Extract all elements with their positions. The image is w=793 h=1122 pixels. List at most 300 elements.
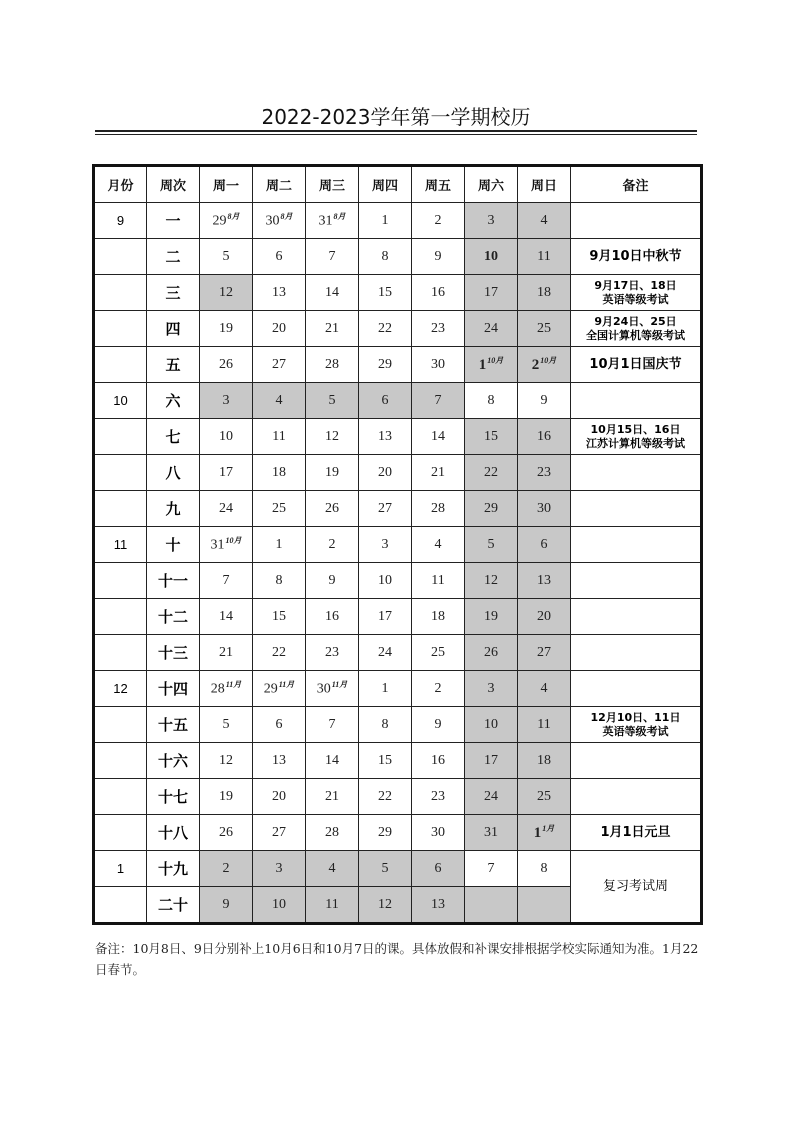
day-cell <box>253 275 306 311</box>
day-number: 25 <box>537 320 551 336</box>
day-number: 31 <box>318 213 333 229</box>
month-cell: 1 <box>94 851 147 887</box>
day-number: 5 <box>222 248 230 264</box>
day-number: 6 <box>275 716 283 732</box>
day-cell <box>200 815 253 851</box>
day-cell <box>359 815 412 851</box>
day-cell <box>306 563 359 599</box>
day-cell <box>412 815 465 851</box>
day-number: 17 <box>378 608 392 624</box>
day-cell <box>306 779 359 815</box>
day-number: 1 <box>478 357 487 373</box>
school-calendar-table <box>92 164 703 925</box>
day-number: 27 <box>272 356 286 372</box>
day-number: 20 <box>272 788 286 804</box>
day-number: 30 <box>431 824 445 840</box>
week-number-cell: 十四 <box>147 671 200 707</box>
note-cell: 9月24日、25日 全国计算机等级考试 <box>571 311 702 347</box>
day-cell <box>200 563 253 599</box>
day-number: 19 <box>219 788 233 804</box>
day-number: 29 <box>212 213 227 229</box>
day-cell <box>518 455 571 491</box>
day-number: 28 <box>210 681 225 697</box>
note-cell <box>571 599 702 635</box>
day-number: 24 <box>219 500 233 516</box>
day-number: 26 <box>219 356 233 372</box>
day-cell <box>253 347 306 383</box>
day-number: 20 <box>537 608 551 624</box>
day-number: 10 <box>272 896 286 912</box>
day-cell <box>465 599 518 635</box>
day-cell <box>518 887 571 924</box>
note-cell: 复习考试周 <box>571 851 702 924</box>
day-cell <box>200 851 253 887</box>
week-number-cell: 三 <box>147 275 200 311</box>
day-number: 5 <box>222 716 230 732</box>
day-cell <box>412 311 465 347</box>
day-number: 12 <box>378 896 392 912</box>
day-number: 1 <box>381 680 389 696</box>
day-number: 30 <box>265 213 280 229</box>
day-number: 22 <box>378 320 392 336</box>
day-number: 30 <box>431 356 445 372</box>
note-cell <box>571 671 702 707</box>
calendar-week-row <box>94 491 702 527</box>
day-number: 23 <box>431 788 445 804</box>
day-number: 16 <box>431 752 445 768</box>
month-cell <box>94 347 147 383</box>
day-cell <box>412 635 465 671</box>
header-wed: 周三 <box>306 166 359 203</box>
day-cell <box>518 671 571 707</box>
month-cell <box>94 419 147 455</box>
day-number: 25 <box>272 500 286 516</box>
header-mon: 周一 <box>200 166 253 203</box>
week-number-cell: 六 <box>147 383 200 419</box>
day-cell <box>412 527 465 563</box>
day-number: 23 <box>325 644 339 660</box>
day-cell <box>359 563 412 599</box>
day-number: 9 <box>222 896 230 912</box>
day-number: 12 <box>325 428 339 444</box>
calendar-week-row <box>94 275 702 311</box>
day-cell <box>412 851 465 887</box>
day-cell <box>412 743 465 779</box>
day-cell <box>306 887 359 924</box>
title-underline-thick <box>95 130 697 132</box>
day-number: 22 <box>378 788 392 804</box>
note-cell <box>571 779 702 815</box>
day-cell <box>253 815 306 851</box>
day-cell <box>200 347 253 383</box>
day-number: 2 <box>222 860 230 876</box>
day-number: 27 <box>378 500 392 516</box>
day-cell <box>465 779 518 815</box>
note-cell <box>571 743 702 779</box>
day-cell <box>359 743 412 779</box>
week-number-cell: 十七 <box>147 779 200 815</box>
day-number: 7 <box>434 392 442 408</box>
day-number: 10 <box>378 572 392 588</box>
week-number-cell: 九 <box>147 491 200 527</box>
week-number-cell: 一 <box>147 203 200 239</box>
header-tue: 周二 <box>253 166 306 203</box>
day-cell <box>518 851 571 887</box>
day-cell <box>412 347 465 383</box>
day-number: 17 <box>484 284 498 300</box>
day-number: 13 <box>537 572 551 588</box>
calendar-week-row <box>94 419 702 455</box>
day-cell <box>253 455 306 491</box>
day-number: 13 <box>272 752 286 768</box>
day-number: 5 <box>328 392 336 408</box>
month-cell: 9 <box>94 203 147 239</box>
calendar-week-row <box>94 347 702 383</box>
day-number: 11 <box>537 248 551 264</box>
day-number: 13 <box>272 284 286 300</box>
note-cell: 1月1日元旦 <box>571 815 702 851</box>
page-title: 2022-2023学年第一学期校历 <box>261 105 531 129</box>
calendar-week-row <box>94 383 702 419</box>
week-number-cell: 十一 <box>147 563 200 599</box>
week-number-cell: 十八 <box>147 815 200 851</box>
month-marker: 11月 <box>331 680 348 690</box>
day-number: 22 <box>484 464 498 480</box>
day-number: 19 <box>484 608 498 624</box>
day-number: 4 <box>540 680 548 696</box>
day-cell <box>412 455 465 491</box>
day-cell <box>359 383 412 419</box>
day-cell <box>200 527 253 563</box>
day-number: 10 <box>219 428 233 444</box>
day-number: 3 <box>487 212 495 228</box>
day-cell <box>200 275 253 311</box>
month-marker: 10月 <box>540 356 557 365</box>
day-cell <box>518 347 571 383</box>
month-cell <box>94 887 147 924</box>
day-number: 2 <box>328 536 336 552</box>
day-number: 27 <box>272 824 286 840</box>
day-cell <box>465 203 518 239</box>
day-number: 7 <box>222 572 230 588</box>
day-number: 29 <box>484 500 498 516</box>
day-number: 28 <box>431 500 445 516</box>
day-number: 16 <box>537 428 551 444</box>
day-cell <box>518 383 571 419</box>
day-number: 9 <box>434 716 442 732</box>
day-cell <box>253 491 306 527</box>
day-cell <box>253 527 306 563</box>
month-cell <box>94 707 147 743</box>
day-cell <box>306 419 359 455</box>
calendar-body <box>94 203 702 924</box>
day-cell <box>200 311 253 347</box>
day-number: 18 <box>537 284 551 300</box>
day-cell <box>306 203 359 239</box>
day-cell <box>359 635 412 671</box>
day-number: 17 <box>484 752 498 768</box>
month-cell <box>94 311 147 347</box>
day-number: 5 <box>487 536 495 552</box>
day-cell <box>359 311 412 347</box>
day-number: 1 <box>533 825 542 841</box>
day-number: 2 <box>531 357 540 373</box>
month-cell <box>94 563 147 599</box>
day-number: 14 <box>325 752 339 768</box>
day-cell <box>359 419 412 455</box>
week-number-cell: 二 <box>147 239 200 275</box>
calendar-week-row <box>94 743 702 779</box>
month-marker: 8月 <box>227 212 240 222</box>
day-number: 6 <box>434 860 442 876</box>
day-cell <box>253 239 306 275</box>
day-cell <box>200 887 253 924</box>
day-cell <box>200 455 253 491</box>
day-number: 14 <box>219 608 233 624</box>
day-number: 4 <box>434 536 442 552</box>
note-cell <box>571 455 702 491</box>
note-cell <box>571 383 702 419</box>
day-cell <box>518 599 571 635</box>
day-number: 15 <box>378 752 392 768</box>
day-number: 21 <box>325 788 339 804</box>
month-marker: 11月 <box>225 680 242 690</box>
day-cell <box>465 887 518 924</box>
day-number: 18 <box>537 752 551 768</box>
day-cell <box>306 347 359 383</box>
header-sat: 周六 <box>465 166 518 203</box>
day-cell <box>359 707 412 743</box>
header-week: 周次 <box>147 166 200 203</box>
day-cell <box>359 275 412 311</box>
day-cell <box>412 203 465 239</box>
day-cell <box>359 887 412 924</box>
month-marker: 11月 <box>278 680 295 690</box>
day-number: 14 <box>325 284 339 300</box>
day-cell <box>200 707 253 743</box>
calendar-week-row <box>94 599 702 635</box>
week-number-cell: 五 <box>147 347 200 383</box>
month-marker: 8月 <box>333 212 346 222</box>
week-number-cell: 十六 <box>147 743 200 779</box>
day-number: 7 <box>328 716 336 732</box>
day-number: 31 <box>210 537 225 553</box>
day-number: 18 <box>272 464 286 480</box>
day-cell <box>253 851 306 887</box>
day-number: 26 <box>219 824 233 840</box>
day-number: 29 <box>263 681 278 697</box>
day-number: 23 <box>537 464 551 480</box>
day-cell <box>412 887 465 924</box>
day-cell <box>306 491 359 527</box>
day-cell <box>465 635 518 671</box>
day-number: 29 <box>378 824 392 840</box>
footnote: 备注：10月8日、9日分别补上10月6日和10月7日的课。具体放假和补课安排根据学校实际通知为准。1月22日春节。 <box>95 941 699 977</box>
month-cell <box>94 275 147 311</box>
day-cell <box>465 311 518 347</box>
day-number: 8 <box>540 860 548 876</box>
day-number: 7 <box>487 860 495 876</box>
day-cell <box>306 599 359 635</box>
month-cell: 10 <box>94 383 147 419</box>
day-cell <box>306 671 359 707</box>
day-cell <box>465 383 518 419</box>
day-number: 28 <box>325 824 339 840</box>
day-number: 1 <box>275 536 283 552</box>
day-cell <box>253 671 306 707</box>
week-number-cell: 十九 <box>147 851 200 887</box>
day-cell <box>359 491 412 527</box>
day-number: 25 <box>537 788 551 804</box>
day-cell <box>465 455 518 491</box>
week-number-cell: 八 <box>147 455 200 491</box>
month-cell: 12 <box>94 671 147 707</box>
day-cell <box>518 743 571 779</box>
day-number: 20 <box>272 320 286 336</box>
week-number-cell: 七 <box>147 419 200 455</box>
day-cell <box>518 275 571 311</box>
day-cell <box>412 563 465 599</box>
header-sun: 周日 <box>518 166 571 203</box>
day-number: 9 <box>434 248 442 264</box>
day-cell <box>465 347 518 383</box>
note-cell: 10月15日、16日 江苏计算机等级考试 <box>571 419 702 455</box>
calendar-week-row <box>94 563 702 599</box>
calendar-week-row <box>94 635 702 671</box>
day-number: 31 <box>484 824 498 840</box>
day-number: 8 <box>381 248 389 264</box>
day-number: 1 <box>381 212 389 228</box>
day-number: 22 <box>272 644 286 660</box>
day-cell <box>253 635 306 671</box>
day-number: 3 <box>222 392 230 408</box>
day-number: 8 <box>275 572 283 588</box>
note-cell: 12月10日、11日 英语等级考试 <box>571 707 702 743</box>
day-cell <box>359 239 412 275</box>
day-cell <box>412 671 465 707</box>
header-month: 月份 <box>94 166 147 203</box>
day-number: 6 <box>275 248 283 264</box>
day-cell <box>200 743 253 779</box>
week-number-cell: 十二 <box>147 599 200 635</box>
day-number: 9 <box>328 572 336 588</box>
month-cell: 11 <box>94 527 147 563</box>
day-number: 16 <box>431 284 445 300</box>
day-number: 8 <box>487 392 495 408</box>
day-number: 11 <box>272 428 286 444</box>
day-cell <box>518 815 571 851</box>
day-cell <box>200 635 253 671</box>
day-number: 6 <box>381 392 389 408</box>
day-cell <box>359 851 412 887</box>
day-cell <box>465 419 518 455</box>
day-cell <box>518 203 571 239</box>
header-notes: 备注 <box>571 166 702 203</box>
day-cell <box>359 347 412 383</box>
day-number: 12 <box>219 284 233 300</box>
day-cell <box>200 383 253 419</box>
day-cell <box>412 275 465 311</box>
day-number: 3 <box>487 680 495 696</box>
day-cell <box>518 563 571 599</box>
day-cell <box>200 671 253 707</box>
day-number: 3 <box>381 536 389 552</box>
day-cell <box>200 491 253 527</box>
day-number: 29 <box>378 356 392 372</box>
day-cell <box>253 779 306 815</box>
note-cell <box>571 527 702 563</box>
day-number: 20 <box>378 464 392 480</box>
day-number: 4 <box>275 392 283 408</box>
day-number: 12 <box>484 572 498 588</box>
day-cell <box>465 707 518 743</box>
day-cell <box>306 239 359 275</box>
day-cell <box>306 815 359 851</box>
day-number: 21 <box>325 320 339 336</box>
note-cell: 10月1日国庆节 <box>571 347 702 383</box>
header-fri: 周五 <box>412 166 465 203</box>
month-cell <box>94 815 147 851</box>
month-cell <box>94 599 147 635</box>
week-number-cell: 十 <box>147 527 200 563</box>
day-number: 24 <box>484 320 498 336</box>
day-cell <box>412 779 465 815</box>
month-cell <box>94 491 147 527</box>
day-number: 15 <box>272 608 286 624</box>
week-number-cell: 十三 <box>147 635 200 671</box>
day-cell <box>412 383 465 419</box>
day-number: 11 <box>431 572 445 588</box>
day-cell <box>253 311 306 347</box>
note-cell <box>571 563 702 599</box>
day-number: 18 <box>431 608 445 624</box>
day-cell <box>412 419 465 455</box>
day-number: 11 <box>325 896 339 912</box>
day-cell <box>465 275 518 311</box>
day-cell <box>465 743 518 779</box>
day-cell <box>253 419 306 455</box>
day-number: 8 <box>381 716 389 732</box>
day-number: 26 <box>484 644 498 660</box>
calendar-week-row <box>94 239 702 275</box>
day-number: 9 <box>540 392 548 408</box>
day-cell <box>253 563 306 599</box>
month-cell <box>94 455 147 491</box>
day-cell <box>359 671 412 707</box>
calendar-week-row <box>94 851 702 887</box>
day-number: 17 <box>219 464 233 480</box>
calendar-week-row <box>94 311 702 347</box>
day-number: 30 <box>316 681 331 697</box>
day-cell <box>306 275 359 311</box>
day-cell <box>306 527 359 563</box>
day-number: 24 <box>378 644 392 660</box>
title-underline-thin <box>95 134 697 135</box>
week-number-cell: 十五 <box>147 707 200 743</box>
day-cell <box>412 491 465 527</box>
day-number: 23 <box>431 320 445 336</box>
day-cell <box>253 707 306 743</box>
day-number: 12 <box>219 752 233 768</box>
day-cell <box>412 239 465 275</box>
day-number: 27 <box>537 644 551 660</box>
calendar-week-row <box>94 455 702 491</box>
day-cell <box>518 239 571 275</box>
header-row <box>94 166 702 203</box>
day-cell <box>412 707 465 743</box>
day-number: 30 <box>537 500 551 516</box>
day-number: 21 <box>431 464 445 480</box>
